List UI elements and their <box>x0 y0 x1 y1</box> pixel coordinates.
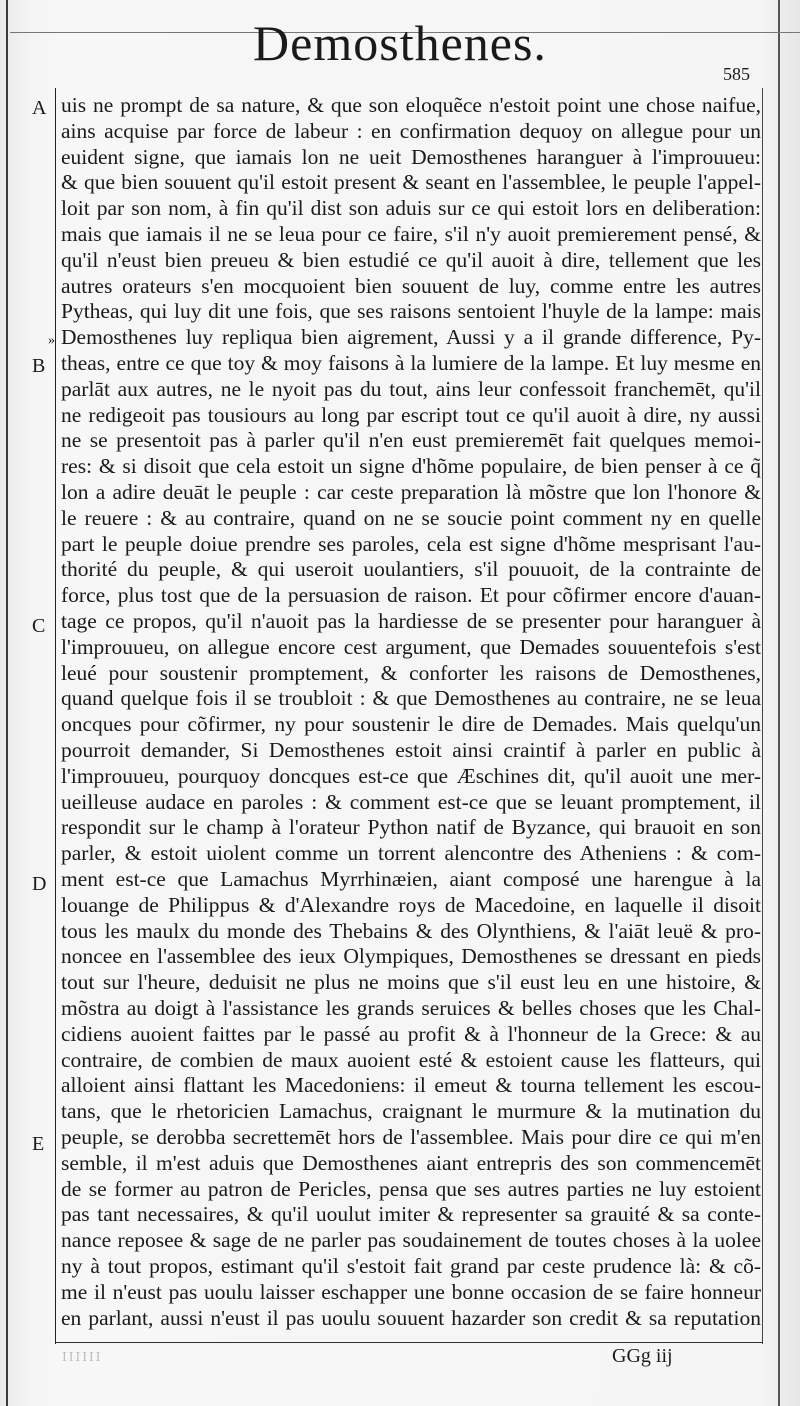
text-line: ment est-ce que Lamachus Myrrhinæien, aiant composé une harengue à la <box>61 867 761 891</box>
text-line: & que bien souuent qu'il estoit present & seant en l'assemblee, le peuple l'appel- <box>61 170 761 195</box>
text-line: quand quelque fois il se troubloit : & que Demosthenes au contraire, ne se leua <box>61 686 761 711</box>
text-line: ueilleuse audace en paroles : & comment est-ce que se leuant promptement, il <box>61 789 761 814</box>
text-line: tout sur l'heure, deduisit ne plus ne moins que s'il eust leu en une histoire, & <box>61 970 761 995</box>
running-title: Demosthenes. <box>253 15 547 71</box>
text-line: louange de Philippus & d'Alexandre roys de Macedoine, en laquelle il disoit <box>61 892 761 917</box>
text-line: Demosthenes luy repliqua bien aigrement, Aussi y a il grande difference, Py- <box>61 325 761 350</box>
text-line: oncques pour cõfirmer, ny pour soustenir le dire de Demades. Mais quelqu'un <box>61 712 761 737</box>
text-line: noncee en l'assemblee des ieux Olympiques, Demosthenes se dressant en pieds <box>61 944 761 969</box>
text-line: res: & si disoit que cela estoit un signe d'hõme populaire, de bien penser à ce q̃ <box>61 454 761 479</box>
page-number: 585 <box>723 64 750 84</box>
margin-letter-e: E <box>32 1133 45 1155</box>
text-line: part le peuple doiue prendre ses paroles, cela est signe d'hõme mesprisant l'au- <box>61 531 761 556</box>
text-line: force, plus tost que de la persuasion de raison. Et pour cõfirmer encore d'auan- <box>61 583 761 608</box>
page-edge-right <box>778 0 780 1406</box>
margin-letter-c: C <box>32 615 46 637</box>
text-frame-left <box>55 88 56 1344</box>
text-frame-bottom <box>55 1342 763 1343</box>
margin-letter-b: B <box>32 355 46 377</box>
text-line: ains acquise par force de labeur : en confirmation dequoy on allegue pour un <box>61 118 761 143</box>
text-line: en parlant, aussi n'eust il pas uoulu souuent hazarder son credit & sa reputation <box>61 1305 761 1330</box>
text-line: theas, entre ce que toy & moy faisons à la lumiere de la lampe. Et luy mesme en <box>61 351 761 375</box>
text-frame-right <box>762 88 763 1344</box>
text-line: contraire, de combien de maux auoient esté & estoient cause les flatteurs, qui <box>61 1047 761 1072</box>
text-line: mais que iamais il ne se leua pour ce faire, s'il n'y auoit premierement pensé, & <box>61 222 761 246</box>
text-line: semble, il m'est aduis que Demosthenes aiant entrepris des son commencemēt <box>61 1150 761 1175</box>
text-line: peuple, se derobba secrettemēt hors de l'assemblee. Mais pour dire ce qui m'en <box>61 1125 761 1149</box>
text-line: autres orateurs s'en mocquoient bien souuent de luy, comme entre les autres <box>61 273 761 298</box>
text-line: l'improuueu, on allegue encore cest argument, que Demades souuentefois s'est <box>61 634 761 659</box>
text-line: pourroit demander, Si Demosthenes estoit ainsi craintif à parler en public à <box>61 738 761 762</box>
text-line: euident signe, que iamais lon ne ueit Demosthenes haranguer à l'improuueu: <box>61 144 761 169</box>
text-line: pas tant necessaires, & qu'il uoulut imiter & representer sa grauité & sa conte- <box>61 1202 761 1227</box>
page-edge-left <box>6 0 8 1406</box>
text-line: me il n'eust pas uoulu laisser eschapper une bonne occasion de se faire honneur <box>61 1279 761 1304</box>
text-line: tans, que le rhetoricien Lamachus, craignant le murmure & la mutination du <box>61 1099 761 1124</box>
signature-mark: GGg iij <box>612 1345 673 1367</box>
text-line: lon a adire deuāt le peuple : car ceste preparation là mõstre que lon l'honore & <box>61 480 761 504</box>
text-line: parler, & estoit uiolent comme un torrent alencontre des Atheniens : & com- <box>61 841 761 866</box>
margin-letter-a: A <box>32 97 47 119</box>
text-line: qu'il n'eust bien preueu & bien estudié ce qu'il auoit à dire, tellement que les <box>61 247 761 272</box>
text-line: le reuere : & au contraire, quand on ne se soucie point comment ny en quelle <box>61 505 761 530</box>
text-line: loit par son nom, à fin qu'il dist son aduis sur ce qui estoit lors en deliberation: <box>61 196 761 221</box>
text-line: nance reposee & sage de ne parler pas soudainement de toutes choses à la uolee <box>61 1228 761 1253</box>
text-line: alloient ainsi flattant les Macedoniens: il emeut & tourna tellement les escou- <box>61 1073 761 1098</box>
text-line: l'improuueu, pourquoy doncques est-ce que Æschines dit, qu'il auoit une mer- <box>61 763 761 788</box>
faint-stamp: IIIIII <box>62 1350 103 1364</box>
text-line: thorité du peuple, & qui useroit uoulantiers, s'il pouuoit, de la contrainte de <box>61 557 761 582</box>
text-line: leué pour soustenir promptement, & conforter les raisons de Demosthenes, <box>61 660 761 685</box>
text-line: de se former au patron de Pericles, pensa que ses autres parties ne luy estoient <box>61 1176 761 1201</box>
text-line: tous les maulx du monde des Thebains & des Olynthiens, & l'aiāt leuë & pro- <box>61 918 761 943</box>
text-line: tage ce propos, qu'il n'auoit pas la hardiesse de se presenter pour haranguer à <box>61 609 761 633</box>
text-line: respondit sur le champ à l'orateur Python natif de Byzance, qui brauoit en son <box>61 815 761 840</box>
text-line: uis ne prompt de sa nature, & que son eloquẽce n'estoit point une chose naifue, <box>61 93 761 117</box>
text-line: mõstra au doigt à l'assistance les grands seruices & belles choses que les Chal- <box>61 996 761 1020</box>
margin-mark: » <box>48 333 55 348</box>
text-line: ne se presentoit pas à parler qu'il n'en eust premieremēt fait quelques memoi- <box>61 428 761 453</box>
text-line: parlāt aux autres, ne le nyoit pas du tout, ains leur confessoit franchemēt, qu'il <box>61 376 761 401</box>
margin-letter-d: D <box>32 873 47 895</box>
text-line: ne redigeoit pas tousiours au long par escript tout ce qu'il auoit à dire, ny aussi <box>61 402 761 427</box>
text-line: Pytheas, qui luy dit une fois, que ses raisons sentoient l'huyle de la lampe: mais <box>61 299 761 324</box>
text-line: ny à tout propos, estimant qu'il s'estoit fait grand par ceste prudence là: & cõ- <box>61 1254 761 1278</box>
text-line: cidiens auoient faittes par le passé au profit & à l'honneur de la Grece: & au <box>61 1021 761 1046</box>
